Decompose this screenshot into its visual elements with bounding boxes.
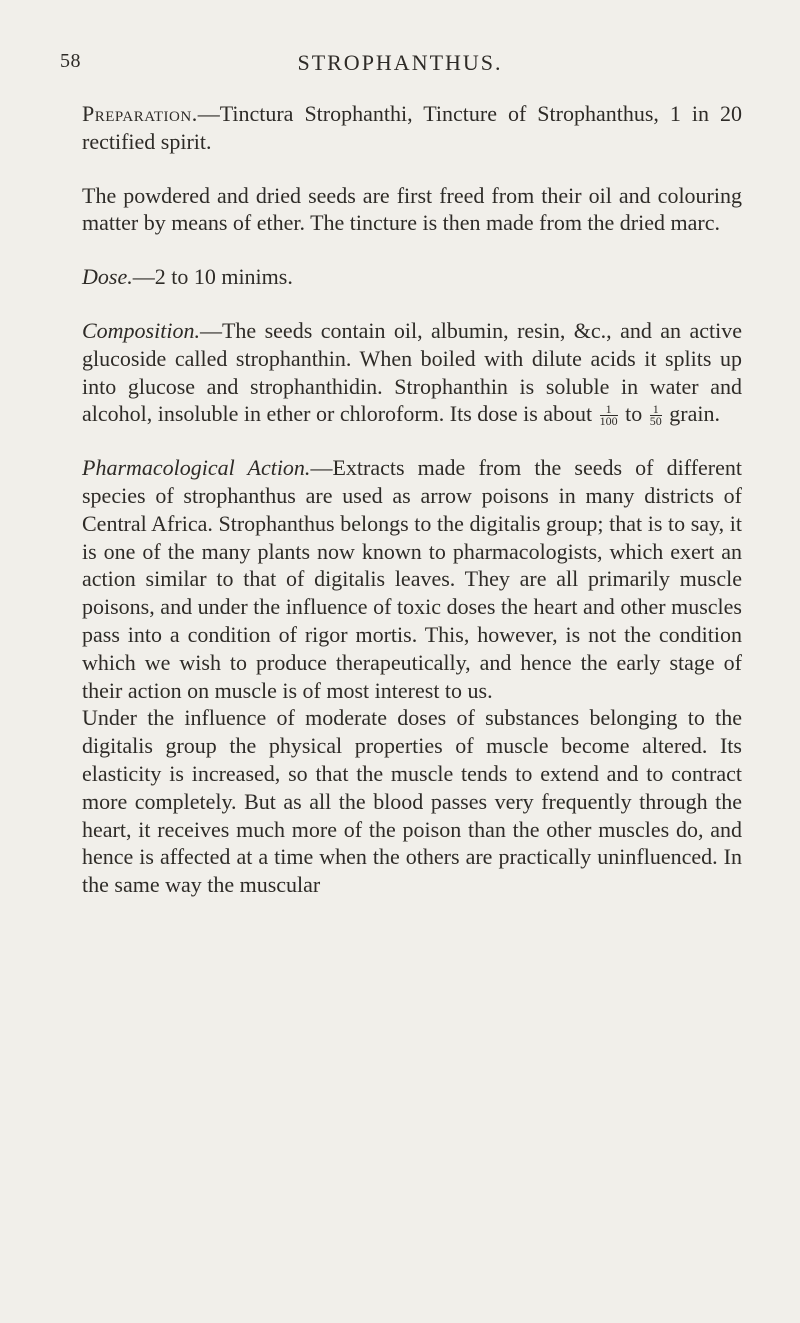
pharmacological-text: —Extracts made from the seeds of different species of strophanthus are used as arrow poisons in many districts of Central Africa. Strophanthus belongs to the digitalis group; that is to say, it is one of the many plants now known to pharmacologists, which exert an action similar to that of digitalis leaves. They are all primarily muscle poisons, and under the influence of toxic doses the heart and other muscles pass into a condition of rigor mortis. This, however, is not the condition which we wish to produce therapeutically, and hence the early stage of their action on muscle is of most interest to us. <box>82 455 742 703</box>
page-number: 58 <box>60 50 81 72</box>
dose-paragraph <box>82 263 742 291</box>
page-header <box>60 50 740 80</box>
fraction-denominator: 50 <box>649 414 662 429</box>
fraction-one-fiftieth <box>650 404 662 427</box>
body-text <box>82 100 742 899</box>
dose-text: —2 to 10 minims. <box>132 264 293 290</box>
composition-end: grain. <box>669 401 720 427</box>
pharmacological-paragraph <box>82 454 742 704</box>
fraction-numerator: 1 <box>650 404 662 416</box>
composition-text: —The seeds contain oil, albumin, resin, &c., and an active glucoside called strophanthin. When boiled with dilute acids it splits up into glucose and strophanthidin. Strophanthin is soluble in water and alcohol, insoluble in ether or chloroform. Its dose is about <box>82 317 742 427</box>
preparation-note-paragraph: The powdered and dried seeds are first freed from their oil and colouring matter by means of ether. The tincture is then made from the dried marc. <box>82 182 742 236</box>
preparation-label: Preparation. <box>82 101 198 126</box>
composition-paragraph <box>82 317 742 428</box>
running-title: STROPHANTHUS. <box>297 50 503 75</box>
dose-label: Dose. <box>82 264 133 290</box>
influence-paragraph: Under the influence of moderate doses of substances belonging to the digitalis group the physical properties of muscle become altered. Its elasticity is increased, so that the muscle tends to extend and to contract more completely. But as all the blood passes very frequently through the heart, it receives much more of the poison than the other muscles do, and hence is affected at a time when the others are practically uninfluenced. In the same way the muscular <box>82 705 742 898</box>
composition-label: Composition. <box>82 317 200 343</box>
preparation-paragraph <box>82 100 742 156</box>
pharmacological-label: Pharmacological Action. <box>82 455 311 481</box>
fraction-connector: to <box>625 401 643 427</box>
fraction-denominator: 100 <box>599 414 618 429</box>
preparation-text: —Tinctura Strophanthi, Tincture of Strophanthus, 1 in 20 rectified spirit. <box>82 101 742 154</box>
fraction-one-hundredth <box>600 404 618 427</box>
fraction-numerator: 1 <box>600 404 618 416</box>
